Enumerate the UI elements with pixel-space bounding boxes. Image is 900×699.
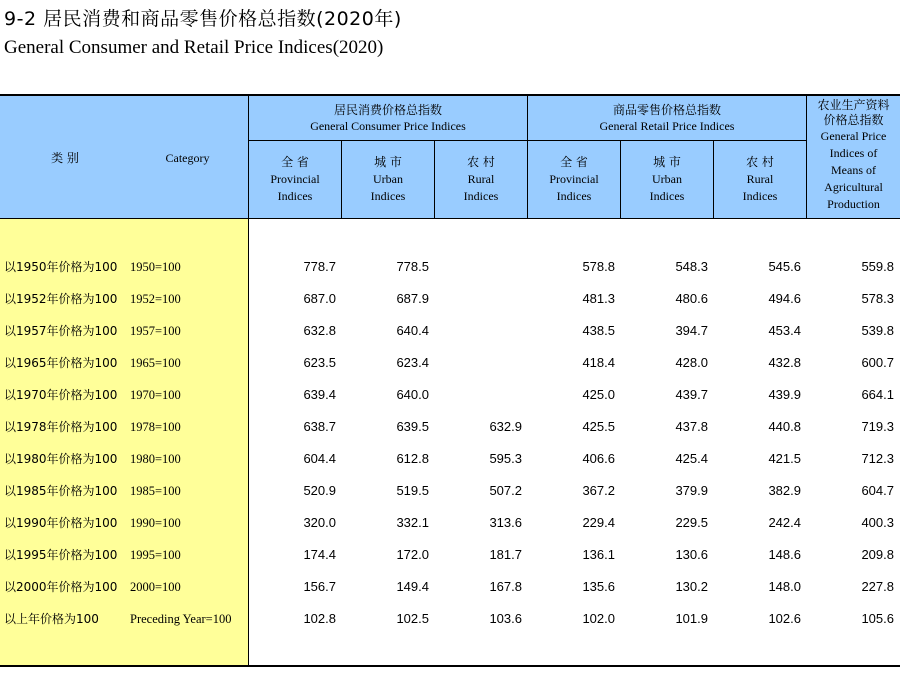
header-group-cpi: 居民消费价格总指数 General Consumer Price Indices (310, 103, 466, 133)
rpi-provincial-value: 102.0 (582, 611, 615, 626)
row-label-cn: 以1995年价格为100 (4, 548, 118, 562)
cpi-urban-value: 639.5 (396, 419, 429, 434)
rpi-rural-value: 439.9 (768, 387, 801, 402)
table-row (0, 416, 900, 438)
rpi-urban-value: 101.9 (675, 611, 708, 626)
agri-value: 209.8 (861, 547, 894, 562)
row-label-cn: 以1970年价格为100 (4, 388, 118, 402)
row-label-en: Preceding Year=100 (130, 612, 232, 626)
rpi-provincial-value: 406.6 (582, 451, 615, 466)
agri-value: 712.3 (861, 451, 894, 466)
cpi-rural-value: 181.7 (489, 547, 522, 562)
cpi-rural-value: 632.9 (489, 419, 522, 434)
rpi-rural-value: 545.6 (768, 259, 801, 274)
cpi-provincial-value: 174.4 (303, 547, 336, 562)
row-label-en: 2000=100 (130, 580, 181, 594)
header-category-en: Category (165, 151, 210, 165)
agri-value: 604.7 (861, 483, 894, 498)
cpi-rural-value: 103.6 (489, 611, 522, 626)
cpi-urban-value: 332.1 (396, 515, 429, 530)
page-title-en: General Consumer and Retail Price Indices(2020) (4, 37, 384, 58)
category-column-bg (0, 219, 248, 665)
rpi-rural-value: 494.6 (768, 291, 801, 306)
table-bottom-rule (0, 665, 900, 667)
subheader-urban: 城 市 Urban Indices (649, 155, 685, 203)
row-label-en: 1965=100 (130, 356, 181, 370)
rpi-urban-value: 379.9 (675, 483, 708, 498)
rpi-rural-value: 148.6 (768, 547, 801, 562)
cpi-provincial-value: 639.4 (303, 387, 336, 402)
row-label-en: 1990=100 (130, 516, 181, 530)
table-row (0, 512, 900, 534)
rpi-rural-value: 382.9 (768, 483, 801, 498)
agri-value: 400.3 (861, 515, 894, 530)
row-label-cn: 以上年价格为100 (4, 612, 99, 626)
table-row (0, 480, 900, 502)
rpi-rural-value: 440.8 (768, 419, 801, 434)
rpi-urban-value: 425.4 (675, 451, 708, 466)
row-label-cn: 以1990年价格为100 (4, 516, 118, 530)
rpi-urban-value: 548.3 (675, 259, 708, 274)
agri-value: 664.1 (861, 387, 894, 402)
rpi-provincial-value: 136.1 (582, 547, 615, 562)
row-label-cn: 以1985年价格为100 (4, 484, 118, 498)
rpi-provincial-value: 425.5 (582, 419, 615, 434)
subheader-rural: 农 村 Rural Indices (742, 155, 778, 203)
row-label-cn: 以1978年价格为100 (4, 420, 118, 434)
agri-value: 719.3 (861, 419, 894, 434)
rpi-urban-value: 439.7 (675, 387, 708, 402)
cpi-provincial-value: 156.7 (303, 579, 336, 594)
rpi-rural-value: 421.5 (768, 451, 801, 466)
rpi-provincial-value: 578.8 (582, 259, 615, 274)
rpi-provincial-value: 367.2 (582, 483, 615, 498)
rpi-urban-value: 480.6 (675, 291, 708, 306)
agri-value: 227.8 (861, 579, 894, 594)
row-label-cn: 以1980年价格为100 (4, 452, 118, 466)
row-label-en: 1950=100 (130, 260, 181, 274)
cpi-rural-value: 167.8 (489, 579, 522, 594)
table-row (0, 320, 900, 342)
row-label-cn: 以2000年价格为100 (4, 580, 118, 594)
agri-value: 578.3 (861, 291, 894, 306)
cpi-urban-value: 149.4 (396, 579, 429, 594)
rpi-rural-value: 242.4 (768, 515, 801, 530)
row-label-en: 1978=100 (130, 420, 181, 434)
rpi-rural-value: 432.8 (768, 355, 801, 370)
row-label-cn: 以1950年价格为100 (4, 260, 118, 274)
row-label-cn: 以1965年价格为100 (4, 356, 118, 370)
row-label-en: 1952=100 (130, 292, 181, 306)
cpi-provincial-value: 604.4 (303, 451, 336, 466)
table-row (0, 288, 900, 310)
rpi-urban-value: 394.7 (675, 323, 708, 338)
cpi-provincial-value: 778.7 (303, 259, 336, 274)
table-row (0, 608, 900, 630)
rpi-rural-value: 102.6 (768, 611, 801, 626)
cpi-provincial-value: 623.5 (303, 355, 336, 370)
row-label-cn: 以1952年价格为100 (4, 292, 118, 306)
cpi-urban-value: 519.5 (396, 483, 429, 498)
cpi-urban-value: 172.0 (396, 547, 429, 562)
rpi-provincial-value: 135.6 (582, 579, 615, 594)
table-row (0, 352, 900, 374)
row-label-en: 1985=100 (130, 484, 181, 498)
page-title-cn: 9-2 居民消费和商品零售价格总指数(2020年) (4, 8, 402, 30)
subheader-provincial: 全 省 Provincial Indices (549, 155, 599, 203)
cpi-urban-value: 612.8 (396, 451, 429, 466)
cpi-urban-value: 687.9 (396, 291, 429, 306)
agri-value: 105.6 (861, 611, 894, 626)
subheader-provincial: 全 省 Provincial Indices (270, 155, 320, 203)
header-agri: 农业生产资料 价格总指数 General Price Indices of Means of Agricultural Production (817, 98, 890, 211)
cpi-urban-value: 640.4 (396, 323, 429, 338)
rpi-provincial-value: 229.4 (582, 515, 615, 530)
rpi-provincial-value: 418.4 (582, 355, 615, 370)
agri-value: 559.8 (861, 259, 894, 274)
rpi-rural-value: 148.0 (768, 579, 801, 594)
header-group-rule (248, 140, 806, 141)
cpi-provincial-value: 687.0 (303, 291, 336, 306)
row-label-cn: 以1957年价格为100 (4, 324, 118, 338)
table-row (0, 448, 900, 470)
header-category-cn: 类 别 (51, 151, 79, 165)
cpi-urban-value: 778.5 (396, 259, 429, 274)
subheader-urban: 城 市 Urban Indices (370, 155, 406, 203)
table-row (0, 544, 900, 566)
agri-value: 539.8 (861, 323, 894, 338)
rpi-urban-value: 428.0 (675, 355, 708, 370)
table-row (0, 576, 900, 598)
table-row (0, 384, 900, 406)
cpi-urban-value: 623.4 (396, 355, 429, 370)
row-label-en: 1970=100 (130, 388, 181, 402)
cpi-provincial-value: 520.9 (303, 483, 336, 498)
cpi-urban-value: 102.5 (396, 611, 429, 626)
cpi-provincial-value: 320.0 (303, 515, 336, 530)
row-label-en: 1995=100 (130, 548, 181, 562)
rpi-urban-value: 437.8 (675, 419, 708, 434)
rpi-urban-value: 130.2 (675, 579, 708, 594)
rpi-provincial-value: 425.0 (582, 387, 615, 402)
row-label-en: 1957=100 (130, 324, 181, 338)
agri-value: 600.7 (861, 355, 894, 370)
rpi-urban-value: 229.5 (675, 515, 708, 530)
cpi-rural-value: 507.2 (489, 483, 522, 498)
rpi-rural-value: 453.4 (768, 323, 801, 338)
cpi-provincial-value: 102.8 (303, 611, 336, 626)
table-row (0, 256, 900, 278)
cpi-provincial-value: 632.8 (303, 323, 336, 338)
header-group-rpi: 商品零售价格总指数 General Retail Price Indices (599, 103, 735, 133)
cpi-urban-value: 640.0 (396, 387, 429, 402)
row-label-en: 1980=100 (130, 452, 181, 466)
cpi-provincial-value: 638.7 (303, 419, 336, 434)
rpi-provincial-value: 438.5 (582, 323, 615, 338)
cpi-rural-value: 595.3 (489, 451, 522, 466)
category-column-border (248, 219, 249, 665)
cpi-rural-value: 313.6 (489, 515, 522, 530)
rpi-provincial-value: 481.3 (582, 291, 615, 306)
subheader-rural: 农 村 Rural Indices (463, 155, 499, 203)
rpi-urban-value: 130.6 (675, 547, 708, 562)
